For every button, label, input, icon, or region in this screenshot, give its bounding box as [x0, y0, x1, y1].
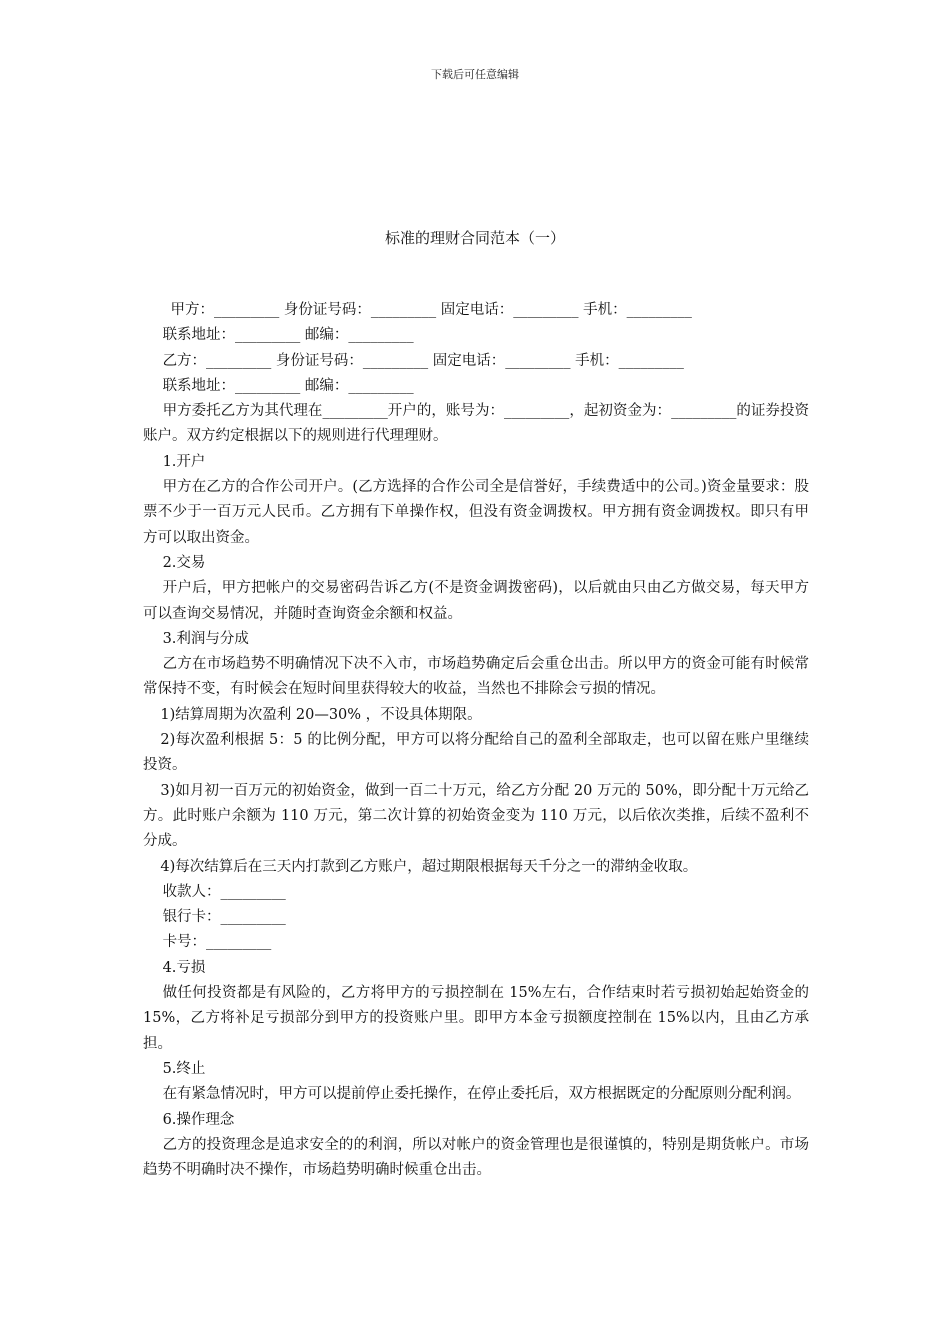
bank-card-field: 银行卡：_________ — [162, 909, 286, 926]
section-heading: 1.开户 — [162, 453, 206, 470]
paragraph: 开户后，甲方把帐户的交易密码告诉乙方(不是资金调拨密码)，以后就由只由乙方做交易，每天甲方可以查询交易情况，并随时查询资金余额和权益。 — [143, 580, 809, 622]
section-heading: 5.终止 — [162, 1060, 206, 1077]
list-item: 1)结算周期为次盈利 20—30% ，不设具体期限。 — [160, 706, 482, 723]
card-number-field: 卡号：_________ — [162, 934, 272, 951]
party-b-address: 联系地址：_________ 邮编：_________ — [162, 377, 414, 394]
section-heading: 3.利润与分成 — [162, 630, 249, 647]
paragraph: 乙方在市场趋势不明确情况下决不入市，市场趋势确定后会重仓出击。所以甲方的资金可能有时候常常保持不变，有时候会在短时间里获得较大的收益，当然也不排除会亏损的情况。 — [143, 656, 809, 698]
party-a-info: 甲方：_________ 身份证号码：_________ 固定电话：_________ 手机：_________ — [170, 302, 692, 318]
payee-field: 收款人：_________ — [162, 883, 286, 900]
paragraph: 乙方的投资理念是追求安全的的利润，所以对帐户的资金管理也是很谨慎的，特别是期货帐户。市场趋势不明确时决不操作，市场趋势明确时候重仓出击。 — [143, 1136, 809, 1179]
list-item: 2)每次盈利根据 5：5 的比例分配，甲方可以将分配给自己的盈利全部取走，也可以留在账户里继续投资。 — [143, 732, 809, 774]
document-body — [143, 298, 814, 1183]
paragraph: 甲方在乙方的合作公司开户。(乙方选择的合作公司全是信誉好，手续费适中的公司。)资金量要求：股票不少于一百万元人民币。乙方拥有下单操作权，但没有资金调拨权。甲方拥有资金调拨权。即只有甲方可以取出资金。 — [143, 479, 809, 546]
party-b-info: 乙方：_________ 身份证号码：_________ 固定电话：_________ 手机：_________ — [162, 352, 684, 369]
paragraph: 甲方委托乙方为其代理在_________开户的，账号为：_________，起初资金为：_________的证券投资账户。双方约定根据以下的规则进行代理理财。 — [143, 403, 809, 445]
paragraph: 在有紧急情况时，甲方可以提前停止委托操作，在停止委托后，双方根据既定的分配原则分配利润。 — [162, 1086, 801, 1103]
list-item: 4)每次结算后在三天内打款到乙方账户，超过期限根据每天千分之一的滞纳金收取。 — [160, 858, 698, 875]
section-heading: 2.交易 — [162, 554, 206, 571]
page-header: 下载后可任意编辑 — [431, 68, 519, 81]
section-heading: 4.亏损 — [162, 959, 206, 976]
section-heading: 6.操作理念 — [162, 1111, 235, 1128]
document-title: 标准的理财合同范本（一） — [384, 229, 565, 247]
party-a-address: 联系地址：_________ 邮编：_________ — [162, 327, 414, 344]
list-item: 3)如月初一百万元的初始资金，做到一百二十万元，给乙方分配 20 万元的 50%，即分配十万元给乙方。此时账户余额为 110 万元，第二次计算的初始资金变为 110 万元，以后依次类推，后续不盈利不分成。 — [143, 782, 809, 850]
paragraph: 做任何投资都是有风险的，乙方将甲方的亏损控制在 15%左右，合作结束时若亏损初始起始资金的 15%，乙方将补足亏损部分到甲方的投资账户里。即甲方本金亏损额度控制在 15%以内，且由乙方承担。 — [143, 985, 814, 1052]
